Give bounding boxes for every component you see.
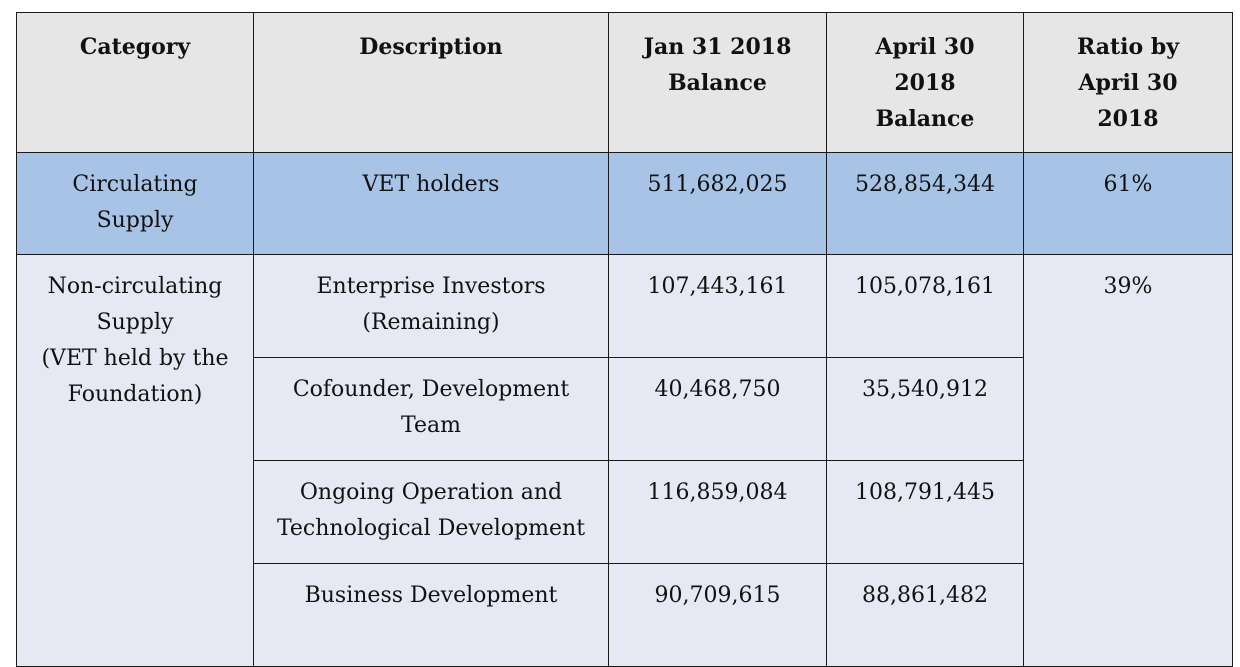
category-line: Circulating: [72, 172, 198, 197]
jan-balance-cell: 40,468,750: [609, 358, 827, 461]
table-row: [17, 255, 1233, 358]
header-apr-balance: [827, 13, 1024, 153]
header-ratio-line: April 30: [1078, 70, 1178, 96]
description-line: Cofounder, Development: [292, 377, 570, 402]
category-line: Non-circulating: [47, 274, 223, 299]
apr-balance-cell: 528,854,344: [827, 153, 1024, 255]
description-line: Technological Development: [276, 516, 586, 541]
header-description: Description: [254, 13, 609, 153]
header-apr-line: April 30: [875, 34, 975, 60]
jan-balance-cell: 90,709,615: [609, 564, 827, 667]
description-cell: [254, 255, 609, 358]
apr-balance-cell: 108,791,445: [827, 461, 1024, 564]
header-jan-balance: [609, 13, 827, 153]
jan-balance-cell: 116,859,084: [609, 461, 827, 564]
header-apr-line: 2018: [894, 70, 956, 96]
header-category: Category: [17, 13, 254, 153]
header-jan-line: Balance: [668, 70, 767, 96]
apr-balance-cell: 88,861,482: [827, 564, 1024, 667]
description-cell: [254, 461, 609, 564]
apr-balance-cell: 105,078,161: [827, 255, 1024, 358]
description-cell: VET holders: [254, 153, 609, 255]
ratio-cell-circulating: 61%: [1024, 153, 1233, 255]
category-line: Foundation): [67, 382, 203, 407]
header-jan-line: Jan 31 2018: [643, 34, 792, 60]
header-apr-line: Balance: [875, 106, 975, 132]
header-ratio: [1024, 13, 1233, 153]
header-row: [17, 13, 1233, 153]
description-line: Ongoing Operation and: [299, 480, 563, 505]
ratio-cell-non-circulating: 39%: [1024, 255, 1233, 667]
description-line: (Remaining): [362, 310, 500, 335]
apr-balance-cell: 35,540,912: [827, 358, 1024, 461]
description-line: Business Development: [304, 583, 558, 608]
header-ratio-line: 2018: [1097, 106, 1159, 132]
category-cell-non-circulating: [17, 255, 254, 667]
description-line: Team: [401, 413, 461, 438]
jan-balance-cell: 107,443,161: [609, 255, 827, 358]
category-line: Supply: [96, 310, 174, 335]
vet-supply-table: [16, 12, 1233, 667]
category-cell-circulating: [17, 153, 254, 255]
table-row-circulating: [17, 153, 1233, 255]
jan-balance-cell: 511,682,025: [609, 153, 827, 255]
description-line: Enterprise Investors: [316, 274, 546, 299]
category-line: (VET held by the: [41, 346, 229, 371]
description-cell: [254, 358, 609, 461]
description-cell: [254, 564, 609, 667]
category-line: Supply: [96, 208, 174, 233]
header-ratio-line: Ratio by: [1076, 34, 1180, 60]
